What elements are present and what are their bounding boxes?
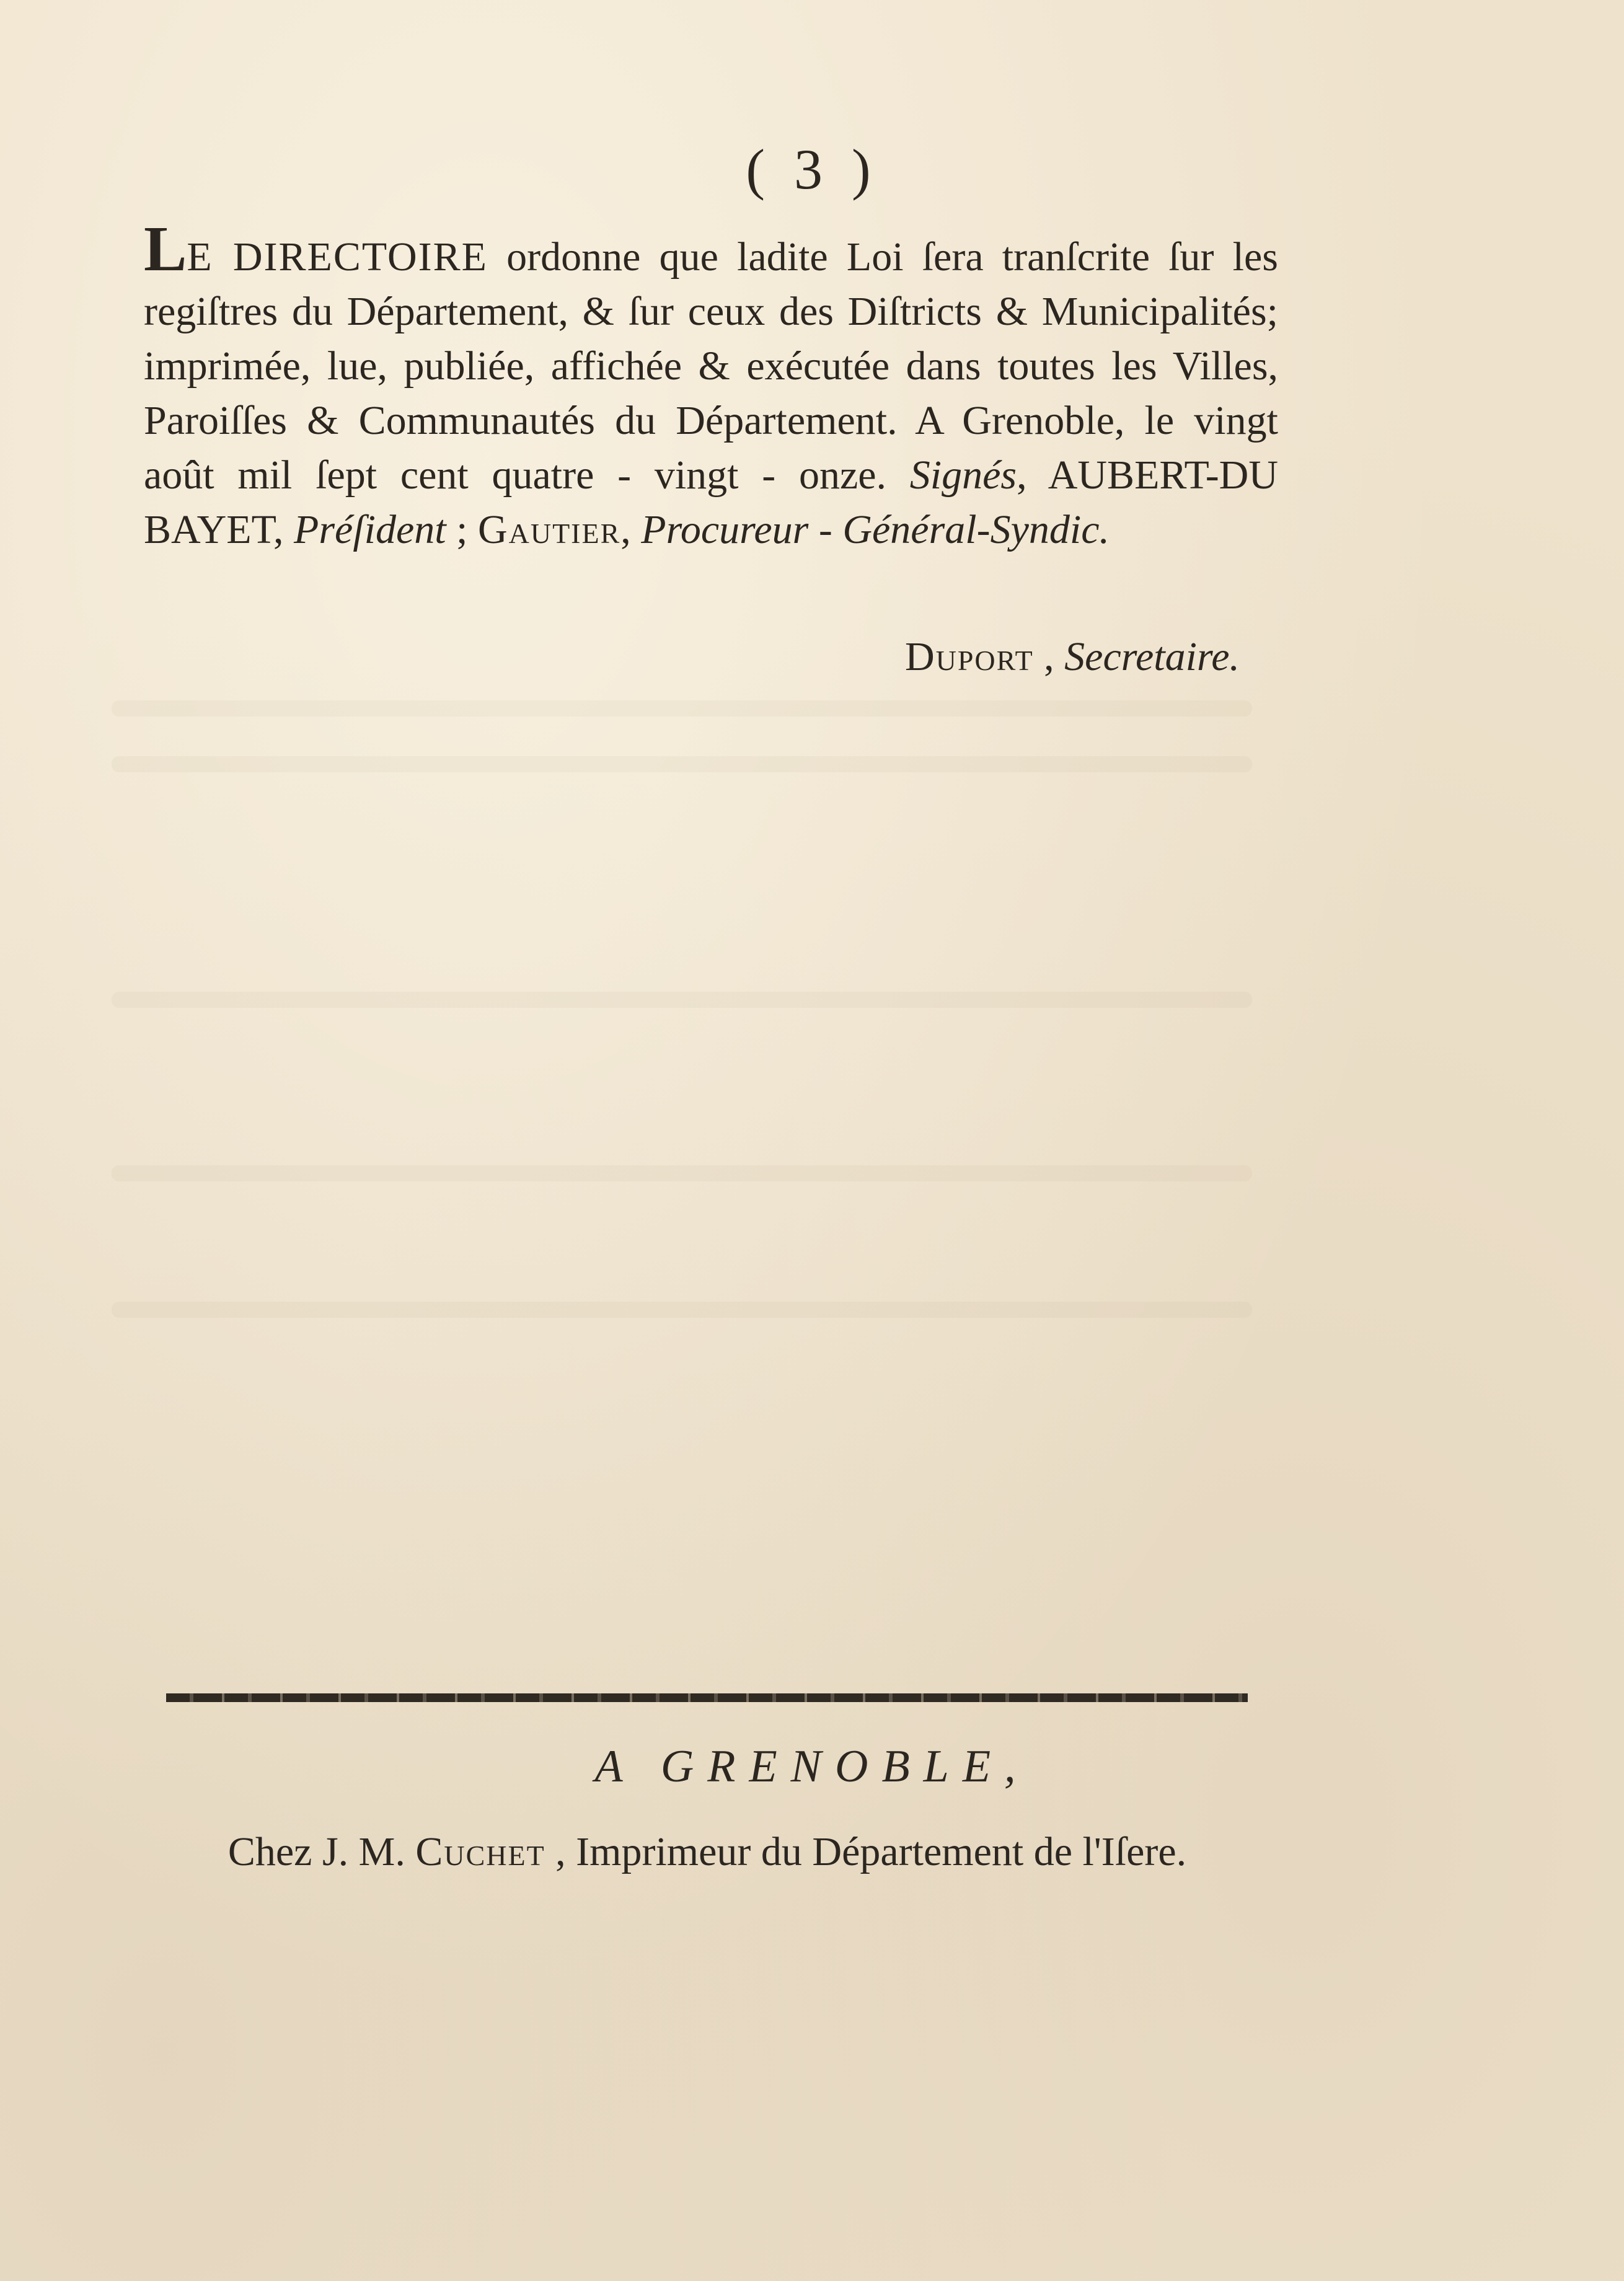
secretary-name: Duport bbox=[904, 634, 1034, 679]
bleed-through-shadow bbox=[112, 756, 1252, 772]
bleed-through-shadow bbox=[112, 1165, 1252, 1181]
punctuation: , bbox=[620, 507, 642, 552]
bleed-through-shadow bbox=[112, 992, 1252, 1008]
decree-paragraph bbox=[144, 213, 1279, 557]
signes-label: Signés bbox=[909, 452, 1017, 498]
imprint-chez: Chez J. M. bbox=[227, 1829, 416, 1874]
drop-initial: L bbox=[144, 213, 187, 285]
printer-name: Cuchet bbox=[415, 1829, 545, 1874]
secretary-signature bbox=[905, 633, 1240, 681]
decree-lead: E DIRECTOIRE bbox=[187, 234, 488, 280]
imprint-printer-line bbox=[146, 1825, 1268, 1879]
bleed-through-shadow bbox=[112, 1302, 1252, 1318]
imprint-city: A GRENOBLE, bbox=[594, 1741, 1030, 1792]
signatory-procureur: Gautier bbox=[477, 507, 621, 552]
punctuation: , bbox=[1033, 634, 1065, 679]
role-president: Préſident bbox=[294, 507, 446, 552]
bleed-through-shadow bbox=[112, 700, 1252, 717]
ornamental-rule bbox=[166, 1693, 1248, 1702]
page-number: ( 3 ) bbox=[746, 138, 878, 201]
punctuation: ; bbox=[446, 507, 478, 552]
role-procureur: Procureur - Général-Syndic. bbox=[641, 507, 1110, 552]
secretary-role: Secretaire. bbox=[1064, 634, 1240, 679]
decree-text: ordonne que ladite Loi ſera tranſcrite ſur les regiſtres du Département, & ſur ceux des Diſtricts & Municipalités; imprimée, lue, publiée, affichée & exécutée dans toutes les Villes, Paroiſſes & Communautés du Département. A Grenoble, le vingt août mil ſept cent quatre - vingt - onze. bbox=[144, 234, 1278, 498]
signatory-president: AUBERT-DU BAYET bbox=[144, 452, 1279, 552]
punctuation: , bbox=[273, 507, 294, 552]
imprint-rest: , Imprimeur du Département de l'Iſere. bbox=[545, 1829, 1187, 1874]
punctuation: , bbox=[1017, 452, 1048, 498]
